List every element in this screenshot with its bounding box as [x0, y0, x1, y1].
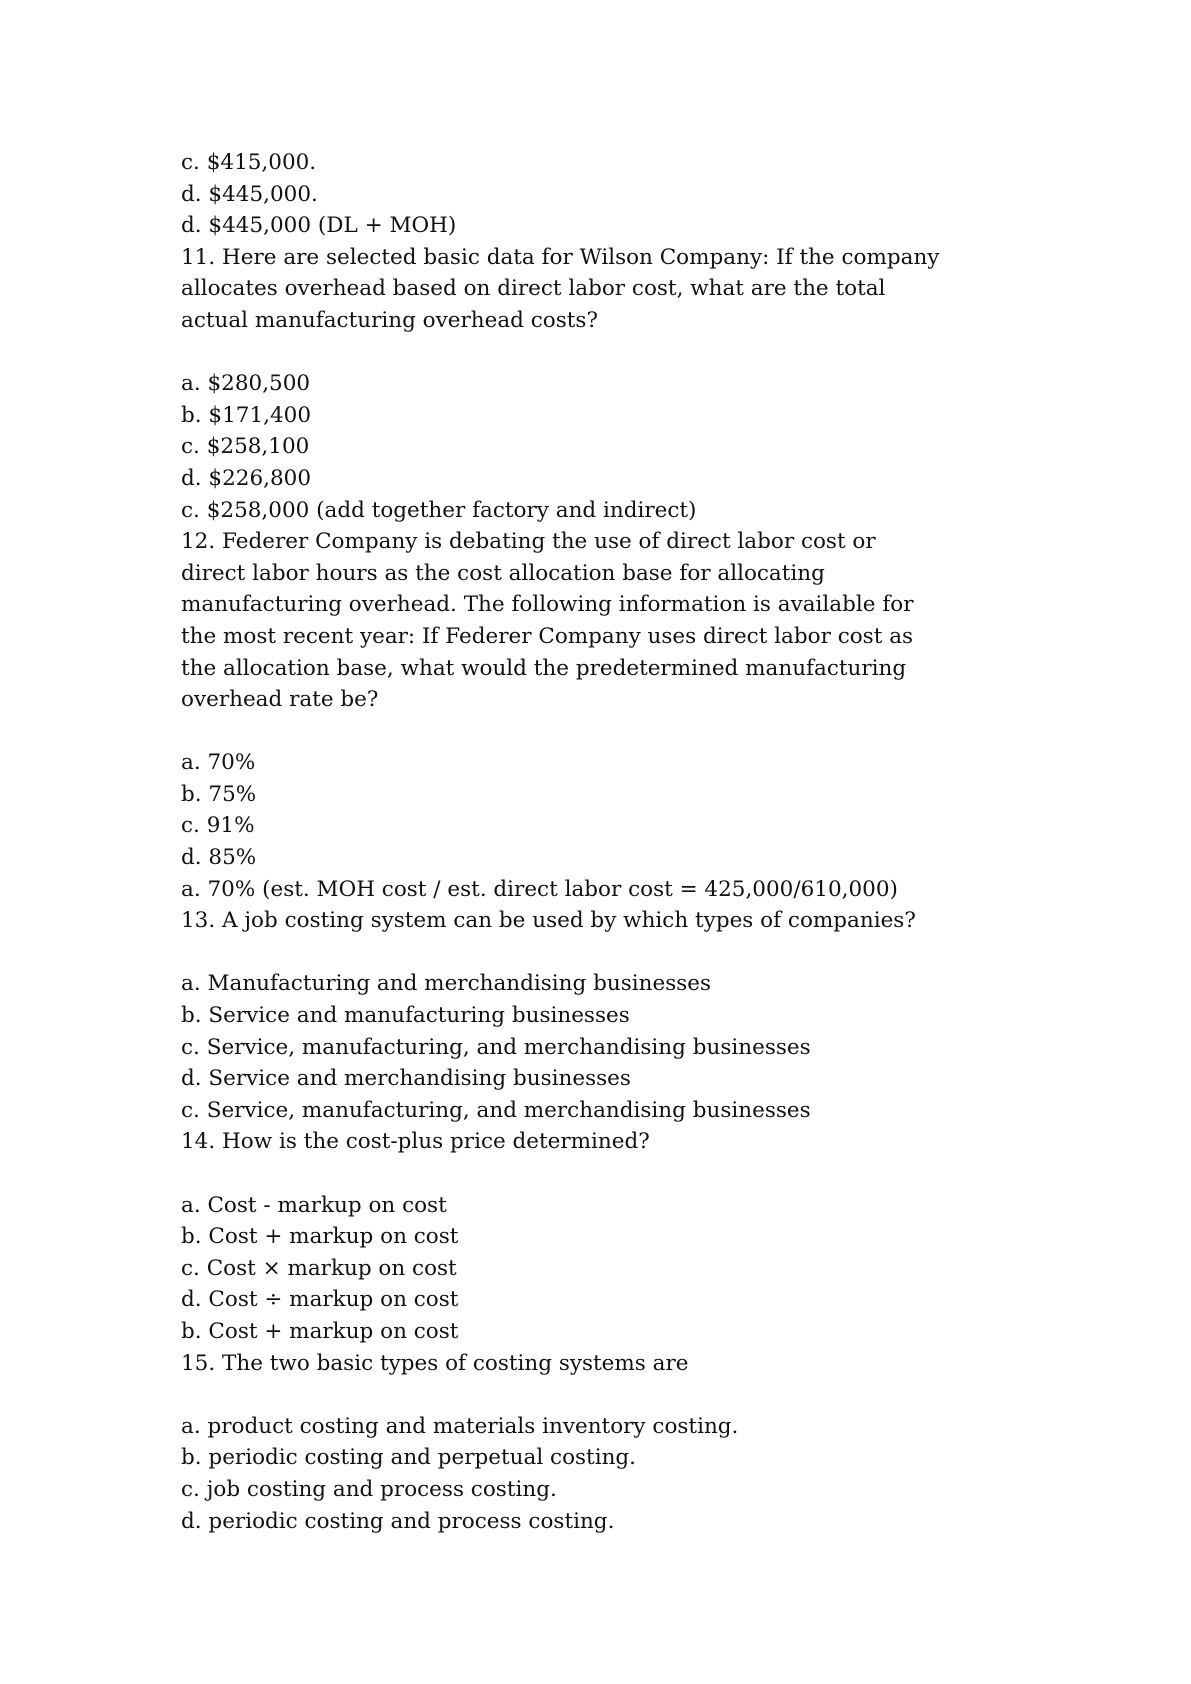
answer-option: b. $171,400: [181, 402, 312, 428]
answer-option: d. $226,800: [181, 465, 312, 491]
question-15: [181, 1348, 1021, 1538]
spacer: [181, 937, 1021, 969]
answer-option: d. 85%: [181, 845, 257, 871]
question-text: allocates overhead based on direct labor cost, what are the total: [181, 276, 886, 302]
answer-option: d. Service and merchandising businesses: [181, 1066, 631, 1092]
lead-line: d. $445,000.: [181, 181, 318, 207]
question-12: [181, 526, 1021, 905]
correct-answer: b. Cost + markup on cost: [181, 1318, 459, 1344]
document-page: [181, 147, 1021, 1537]
answer-option: c. 91%: [181, 813, 255, 839]
question-text: 15. The two basic types of costing systems are: [181, 1350, 689, 1376]
answer-option: b. Service and manufacturing businesses: [181, 1003, 630, 1029]
spacer: [181, 337, 1021, 369]
answer-option: d. periodic costing and process costing.: [181, 1508, 615, 1534]
answer-option: c. Cost × markup on cost: [181, 1255, 457, 1281]
question-text: actual manufacturing overhead costs?: [181, 307, 598, 333]
answer-option: c. Service, manufacturing, and merchandising businesses: [181, 1034, 811, 1060]
question-text: the most recent year: If Federer Company uses direct labor cost as: [181, 623, 914, 649]
lead-line: d. $445,000 (DL + MOH): [181, 213, 457, 239]
question-text: 12. Federer Company is debating the use of direct labor cost or: [181, 529, 876, 555]
question-13: [181, 905, 1021, 1126]
answer-option: a. Cost - markup on cost: [181, 1192, 447, 1218]
spacer: [181, 716, 1021, 748]
spacer: [181, 1158, 1021, 1190]
question-text: 13. A job costing system can be used by which types of companies?: [181, 908, 916, 934]
answer-option: d. Cost ÷ markup on cost: [181, 1287, 459, 1313]
answer-option: a. Manufacturing and merchandising businesses: [181, 971, 712, 997]
question-text: 11. Here are selected basic data for Wilson Company: If the company: [181, 244, 940, 270]
answer-option: a. $280,500: [181, 371, 311, 397]
question-11: [181, 242, 1021, 526]
answer-option: a. 70%: [181, 750, 256, 776]
answer-option: b. periodic costing and perpetual costing.: [181, 1445, 637, 1471]
answer-option: c. job costing and process costing.: [181, 1476, 557, 1502]
answer-option: b. Cost + markup on cost: [181, 1224, 459, 1250]
question-text: the allocation base, what would the predetermined manufacturing: [181, 655, 907, 681]
answer-option: b. 75%: [181, 781, 257, 807]
lead-line: c. $415,000.: [181, 150, 317, 175]
question-text: direct labor hours as the cost allocation base for allocating: [181, 560, 825, 586]
question-text: manufacturing overhead. The following information is available for: [181, 592, 914, 618]
question-14: [181, 1126, 1021, 1347]
spacer: [181, 1379, 1021, 1411]
correct-answer: c. Service, manufacturing, and merchandising businesses: [181, 1097, 811, 1123]
correct-answer: a. 70% (est. MOH cost / est. direct labor cost = 425,000/610,000): [181, 876, 898, 902]
correct-answer: c. $258,000 (add together factory and indirect): [181, 497, 697, 523]
question-text: overhead rate be?: [181, 687, 379, 713]
answer-option: a. product costing and materials inventory costing.: [181, 1413, 739, 1439]
question-text: 14. How is the cost-plus price determined?: [181, 1129, 650, 1155]
answer-option: c. $258,100: [181, 434, 310, 460]
